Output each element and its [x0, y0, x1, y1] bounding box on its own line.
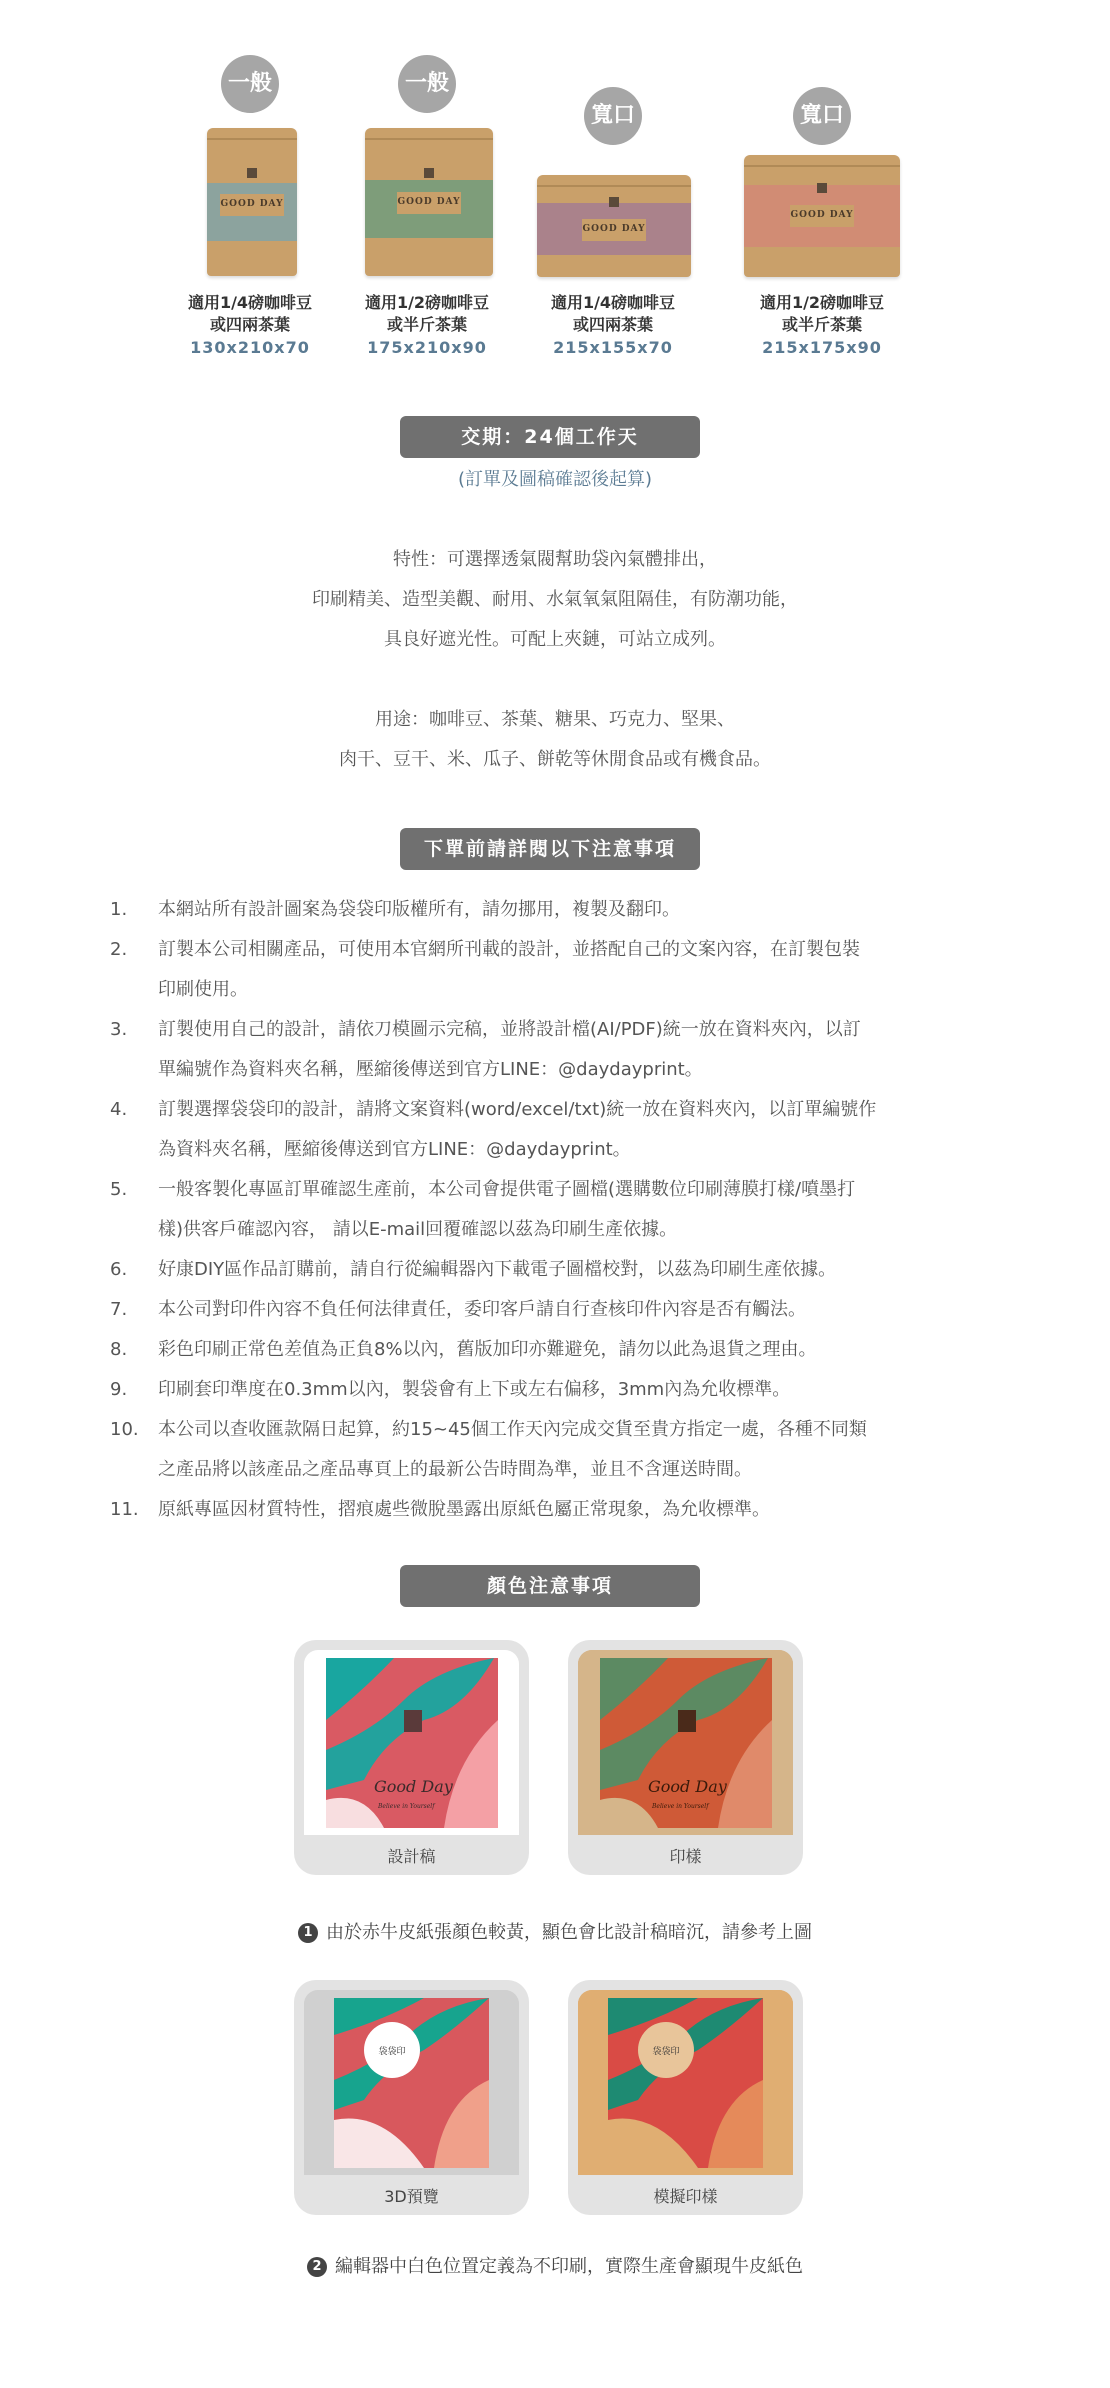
simulated-print-image: [578, 1990, 793, 2175]
svg-text:Believe in Yourself: Believe in Yourself: [652, 1803, 709, 1810]
product-size: 215x175x90: [762, 338, 882, 357]
product-size: 130x210x70: [190, 338, 310, 357]
number-2-icon: 2: [307, 2257, 327, 2277]
bag-image: GOOD DAY: [207, 128, 297, 276]
product-line2: 或四兩茶葉: [209, 315, 290, 334]
usage-line: 用途：咖啡豆、茶葉、糖果、巧克力、堅果、: [375, 709, 735, 730]
preview-3d-image: [304, 1990, 519, 2175]
product-line1: 適用1/2磅咖啡豆: [364, 293, 490, 312]
list-item: 6. 好康DIY區作品訂購前，請自行從編輯器內下載電子圖檔校對，以茲為印刷生產依據。: [110, 1259, 837, 1280]
svg-text:Good Day: Good Day: [374, 1777, 453, 1796]
features-line: 印刷精美、造型美觀、耐用、水氣氧氣阻隔佳，有防潮功能，: [312, 589, 798, 610]
product-line2: 或半斤茶葉: [386, 315, 467, 334]
features-line: 特性：可選擇透氣閥幫助袋內氣體排出，: [393, 549, 717, 570]
notice-header: 下單前請詳閱以下注意事項: [400, 828, 700, 870]
notice-list: [110, 890, 990, 1530]
list-item: 4. 訂製選擇袋袋印的設計，請將文案資料(word/excel/txt)統一放在資料夾內，以訂單編號作 為資料夾名稱，壓縮後傳送到官方LINE：@daydayprint。: [110, 1099, 877, 1160]
svg-text:袋袋印: 袋袋印: [378, 2047, 406, 2057]
features-line: 具良好遮光性。可配上夾鏈，可站立成列。: [384, 629, 726, 650]
simulated-print-card[interactable]: [568, 1980, 803, 2215]
bag-image: GOOD DAY: [744, 155, 900, 277]
caption-2: 2 編輯器中白色位置定義為不印刷，實際生產會顯現牛皮紙色: [0, 2252, 1110, 2278]
product-badge: 一般: [221, 55, 279, 113]
design-image: [304, 1650, 519, 1835]
product-badge: 寬口: [584, 87, 642, 145]
color-header: 顏色注意事項: [400, 1565, 700, 1607]
product-line1: 適用1/4磅咖啡豆: [550, 293, 676, 312]
design-card[interactable]: [294, 1640, 529, 1875]
delivery-badge: 交期：24個工作天: [400, 416, 700, 458]
list-item: 10. 本公司以查收匯款隔日起算，約15~45個工作天內完成交貨至貴方指定一處，各種不同類 之產品將以該產品之產品專頁上的最新公告時間為準，並且不含運送時間。: [110, 1419, 867, 1480]
list-item: 1. 本網站所有設計圖案為袋袋印版權所有，請勿挪用，複製及翻印。: [110, 899, 680, 920]
caption-1: 1 由於赤牛皮紙張顏色較黃，顯色會比設計稿暗沉，請參考上圖: [0, 1918, 1110, 1944]
list-item: 9. 印刷套印準度在0.3mm以內，製袋會有上下或左右偏移，3mm內為允收標準。: [110, 1379, 791, 1400]
product-row: [0, 40, 1110, 380]
svg-text:Believe in Yourself: Believe in Yourself: [378, 1803, 435, 1810]
svg-text:袋袋印: 袋袋印: [652, 2047, 680, 2057]
list-item: 7. 本公司對印件內容不負任何法律責任，委印客戶請自行查核印件內容是否有觸法。: [110, 1299, 806, 1320]
product-line1: 適用1/4磅咖啡豆: [187, 293, 313, 312]
card-label: 3D預覽: [384, 2187, 439, 2206]
product-line2: 或半斤茶葉: [781, 315, 862, 334]
product-line1: 適用1/2磅咖啡豆: [759, 293, 885, 312]
delivery-note: (訂單及圖稿確認後起算): [457, 469, 653, 490]
card-label: 印樣: [669, 1847, 702, 1866]
list-item: 5. 一般客製化專區訂單確認生產前，本公司會提供電子圖檔(選購數位印刷薄膜打樣/噴墨打 樣)供客戶確認內容， 請以E-mail回覆確認以茲為印刷生產依據。: [110, 1179, 856, 1240]
product-size: 175x210x90: [367, 338, 487, 357]
bag-image: GOOD DAY: [365, 128, 493, 276]
list-item: 3. 訂製使用自己的設計，請依刀模圖示完稿，並將設計檔(AI/PDF)統一放在資料夾內，以訂 單編號作為資料夾名稱，壓縮後傳送到官方LINE：@daydayprint。: [110, 1019, 861, 1080]
card-label: 模擬印樣: [653, 2187, 718, 2206]
number-1-icon: 1: [298, 1923, 318, 1943]
product-badge: 寬口: [793, 87, 851, 145]
print-sample-card[interactable]: [568, 1640, 803, 1875]
bag-image: GOOD DAY: [537, 175, 691, 277]
svg-text:Good Day: Good Day: [648, 1777, 727, 1796]
list-item: 8. 彩色印刷正常色差值為正負8%以內，舊版加印亦難避免，請勿以此為退貨之理由。: [110, 1339, 817, 1360]
print-sample-image: [578, 1650, 793, 1835]
usage-line: 肉干、豆干、米、瓜子、餅乾等休閒食品或有機食品。: [339, 749, 771, 770]
card-label: 設計稿: [387, 1847, 436, 1866]
product-size: 215x155x70: [553, 338, 673, 357]
list-item: 2. 訂製本公司相關產品，可使用本官網所刊載的設計，並搭配自己的文案內容，在訂製包裝 印刷使用。: [110, 939, 860, 1000]
preview-3d-card[interactable]: [294, 1980, 529, 2215]
product-badge: 一般: [398, 55, 456, 113]
product-line2: 或四兩茶葉: [572, 315, 653, 334]
list-item: 11. 原紙專區因材質特性，摺痕處些微脫墨露出原紙色屬正常現象，為允收標準。: [110, 1499, 770, 1520]
